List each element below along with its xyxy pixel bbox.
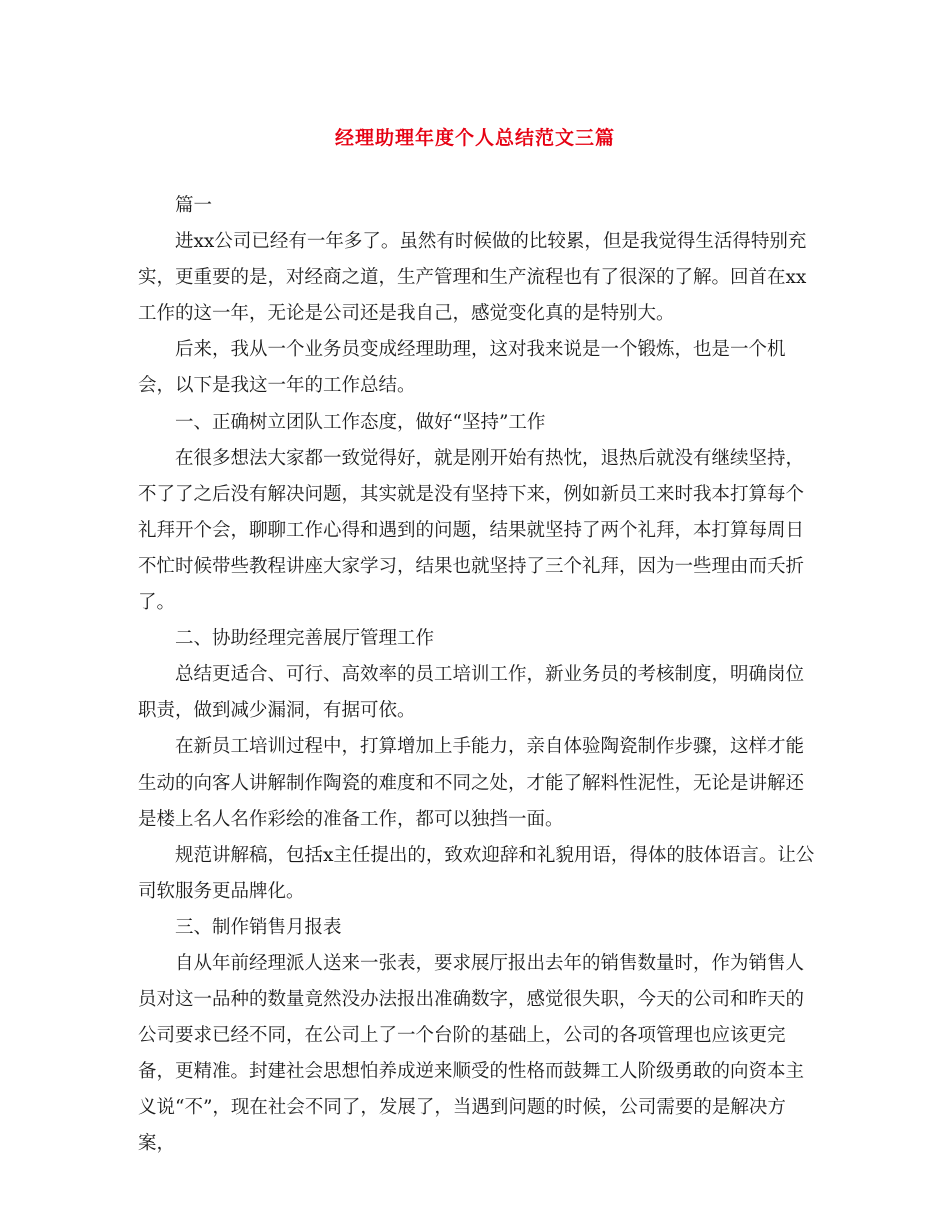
section-heading: 二、协助经理完善展厅管理工作 xyxy=(175,628,435,650)
document-title: 经理助理年度个人总结范文三篇 xyxy=(334,127,615,149)
paragraph: 在新员工培训过程中，打算增加上手能力，亲自体验陶瓷制作步骤，这样才能生动的向客人讲解制作陶瓷的难度和不同之处，才能了解料性泥性，无论是讲解还是楼上名人名作彩绘的准备工作，都可以独挡一面。 xyxy=(138,736,805,830)
paragraph: 规范讲解稿，包括x主任提出的，致欢迎辞和礼貌用语，得体的肢体语言。让公司软服务更品牌化。 xyxy=(138,844,815,902)
document-body xyxy=(138,188,818,1163)
paragraph: 自从年前经理派人送来一张表，要求展厅报出去年的销售数量时，作为销售人员对这一品种的数量竟然没办法报出准确数字，感觉很失职，今天的公司和昨天的公司要求已经不同，在公司上了一个台阶的基础上，公司的各项管理也应该更完备，更精准。封建社会思想怕养成逆来顺受的性格而鼓舞工人阶级勇敢的向资本主义说“不”，现在社会不同了，发展了，当遇到问题的时候，公司需要的是解决方案， xyxy=(138,952,805,1155)
paragraph: 在很多想法大家都一致觉得好，就是刚开始有热忱，退热后就没有继续坚持，不了了之后没有解决问题，其实就是没有坚持下来，例如新员工来时我本打算每个礼拜开个会，聊聊工作心得和遇到的问题，结果就坚持了两个礼拜，本打算每周日不忙时候带些教程讲座大家学习，结果也就坚持了三个礼拜，因为一些理由而夭折了。 xyxy=(138,447,805,614)
paragraph: 进xx公司已经有一年多了。虽然有时候做的比较累，但是我觉得生活得特别充实，更重要的是，对经商之道，生产管理和生产流程也有了很深的了解。回首在xx工作的这一年，无论是公司还是我自己，感觉变化真的是特别大。 xyxy=(138,231,807,325)
section-heading: 三、制作销售月报表 xyxy=(175,916,342,938)
section-heading: 一、正确树立团队工作态度，做好“坚持”工作 xyxy=(175,411,546,433)
paragraph: 后来，我从一个业务员变成经理助理，这对我来说是一个锻炼，也是一个机会，以下是我这一年的工作总结。 xyxy=(138,339,786,397)
paragraph: 总结更适合、可行、高效率的员工培训工作，新业务员的考核制度，明确岗位职责，做到减少漏洞，有据可依。 xyxy=(138,664,805,722)
section-label: 篇一 xyxy=(175,195,213,216)
